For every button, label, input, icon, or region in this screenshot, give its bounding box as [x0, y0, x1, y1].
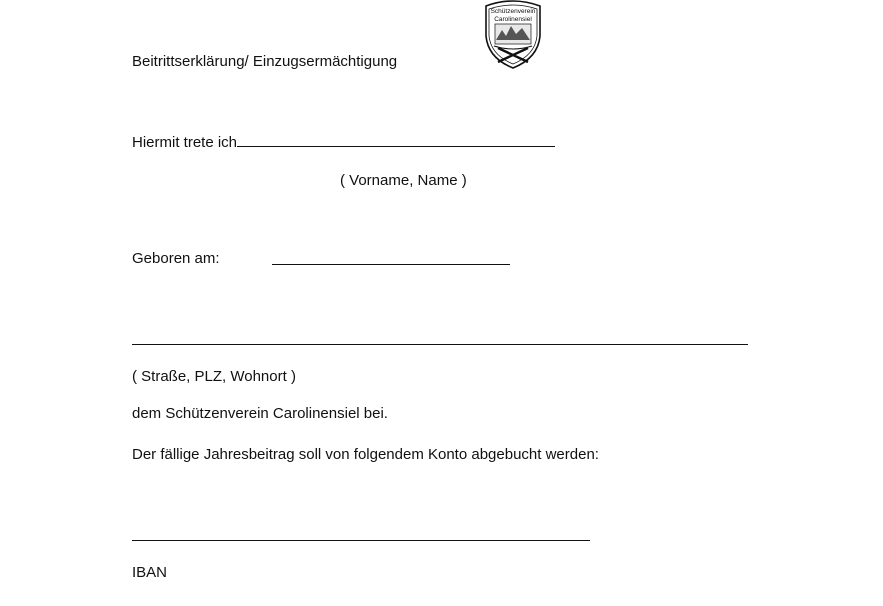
crest-text-top: Schützenverein [490, 8, 536, 15]
address-input-line[interactable] [132, 330, 748, 345]
iban-label: IBAN [132, 564, 168, 581]
address-caption: ( Straße, PLZ, Wohnort ) [132, 368, 296, 385]
name-input-line[interactable] [237, 132, 555, 147]
form-title: Beitrittserklärung/ Einzugsermächtigung [132, 53, 398, 70]
club-sentence: dem Schützenverein Carolinensiel bei. [132, 405, 388, 422]
birthdate-input-line[interactable] [272, 250, 510, 265]
join-prefix: Hiermit trete ich [132, 134, 238, 151]
debit-sentence: Der fällige Jahresbeitrag soll von folgendem Konto abgebucht werden: [132, 446, 599, 463]
name-caption: ( Vorname, Name ) [340, 172, 467, 189]
born-label: Geboren am: [132, 250, 220, 267]
club-crest-logo [478, 0, 548, 70]
join-line [132, 132, 555, 152]
crest-text-bottom: Carolinensiel [494, 16, 532, 23]
iban-input-line[interactable] [132, 526, 590, 541]
